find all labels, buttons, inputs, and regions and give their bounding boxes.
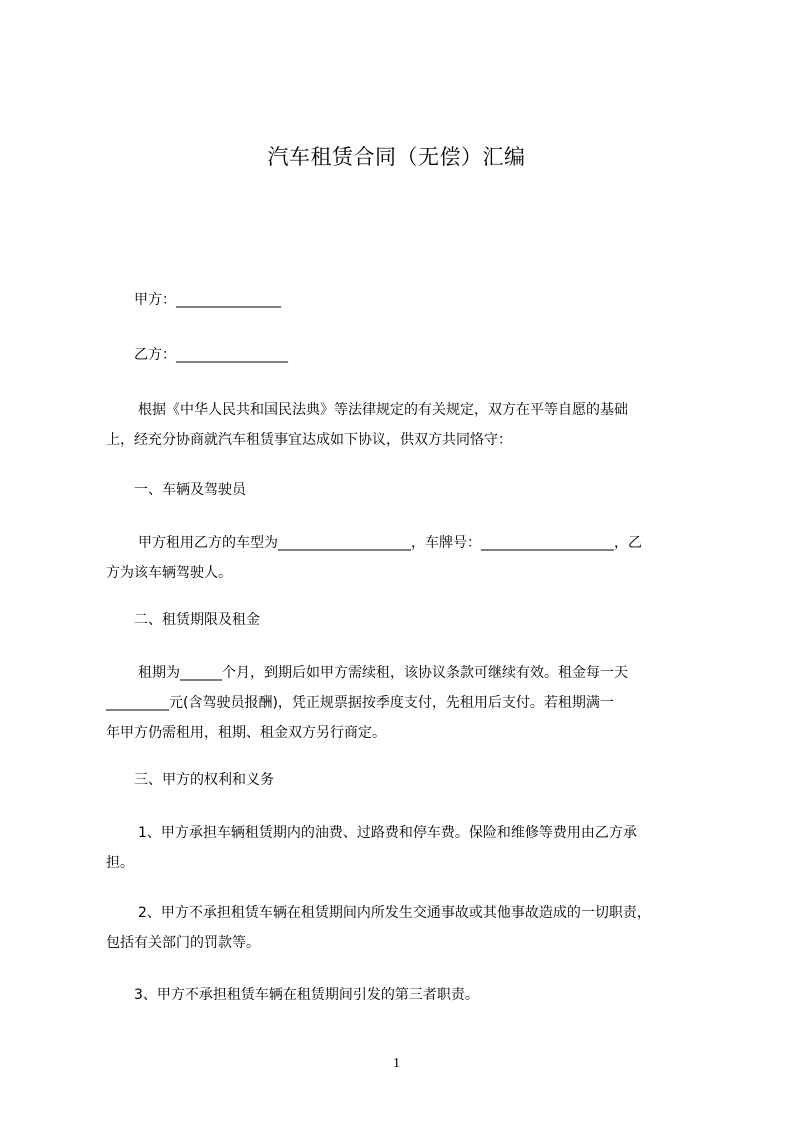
item-3-line-1: 3、甲方不承担租赁车辆在租赁期间引发的第三者职责。 bbox=[134, 987, 479, 1003]
section-2-heading: 二、租赁期限及租金 bbox=[134, 612, 260, 628]
section-2-line-3: 年甲方仍需租用，租期、租金双方另行商定。 bbox=[106, 725, 386, 741]
section-2-line-2: _________元(含驾驶员报酬)，凭正规票据按季度支付，先租用后支付。若租期满一 bbox=[106, 695, 614, 711]
item-2-line-2: 包括有关部门的罚款等。 bbox=[106, 935, 260, 951]
document-title: 汽车租赁合同（无偿）汇编 bbox=[267, 145, 526, 169]
item-1-line-2: 担。 bbox=[106, 855, 134, 871]
section-3-item-2 bbox=[106, 898, 702, 958]
section-2-paragraph bbox=[106, 658, 702, 748]
section-1-heading: 一、车辆及驾驶员 bbox=[134, 482, 246, 498]
section-1-line-2: 方为该车辆驾驶人。 bbox=[106, 565, 232, 581]
preamble-paragraph bbox=[106, 395, 702, 455]
party-b-field: 乙方：________________ bbox=[134, 347, 288, 363]
section-1-line-1: 甲方租用乙方的车型为___________________，车牌号：___________________，乙 bbox=[138, 535, 642, 551]
preamble-line-1: 根据《中华人民共和国民法典》等法律规定的有关规定，双方在平等自愿的基础 bbox=[138, 402, 628, 418]
section-1-paragraph bbox=[106, 528, 702, 588]
item-2-line-1: 2、甲方不承担租赁车辆在租赁期间内所发生交通事故或其他事故造成的一切职责， bbox=[138, 905, 651, 921]
preamble-line-2: 上，经充分协商就汽车租赁事宜达成如下协议，供双方共同恪守： bbox=[106, 432, 512, 448]
section-3-heading: 三、甲方的权利和义务 bbox=[134, 772, 274, 788]
item-1-line-1: 1、甲方承担车辆租赁期内的油费、过路费和停车费。保险和维修等费用由乙方承 bbox=[138, 825, 637, 841]
page-number: 1 bbox=[393, 1056, 400, 1071]
party-a-field: 甲方：_______________ bbox=[134, 292, 281, 308]
section-3-item-3 bbox=[106, 980, 702, 1010]
section-2-line-1: 租期为______个月，到期后如甲方需续租，该协议条款可继续有效。租金每一天 bbox=[138, 665, 628, 681]
section-3-item-1 bbox=[106, 818, 702, 878]
